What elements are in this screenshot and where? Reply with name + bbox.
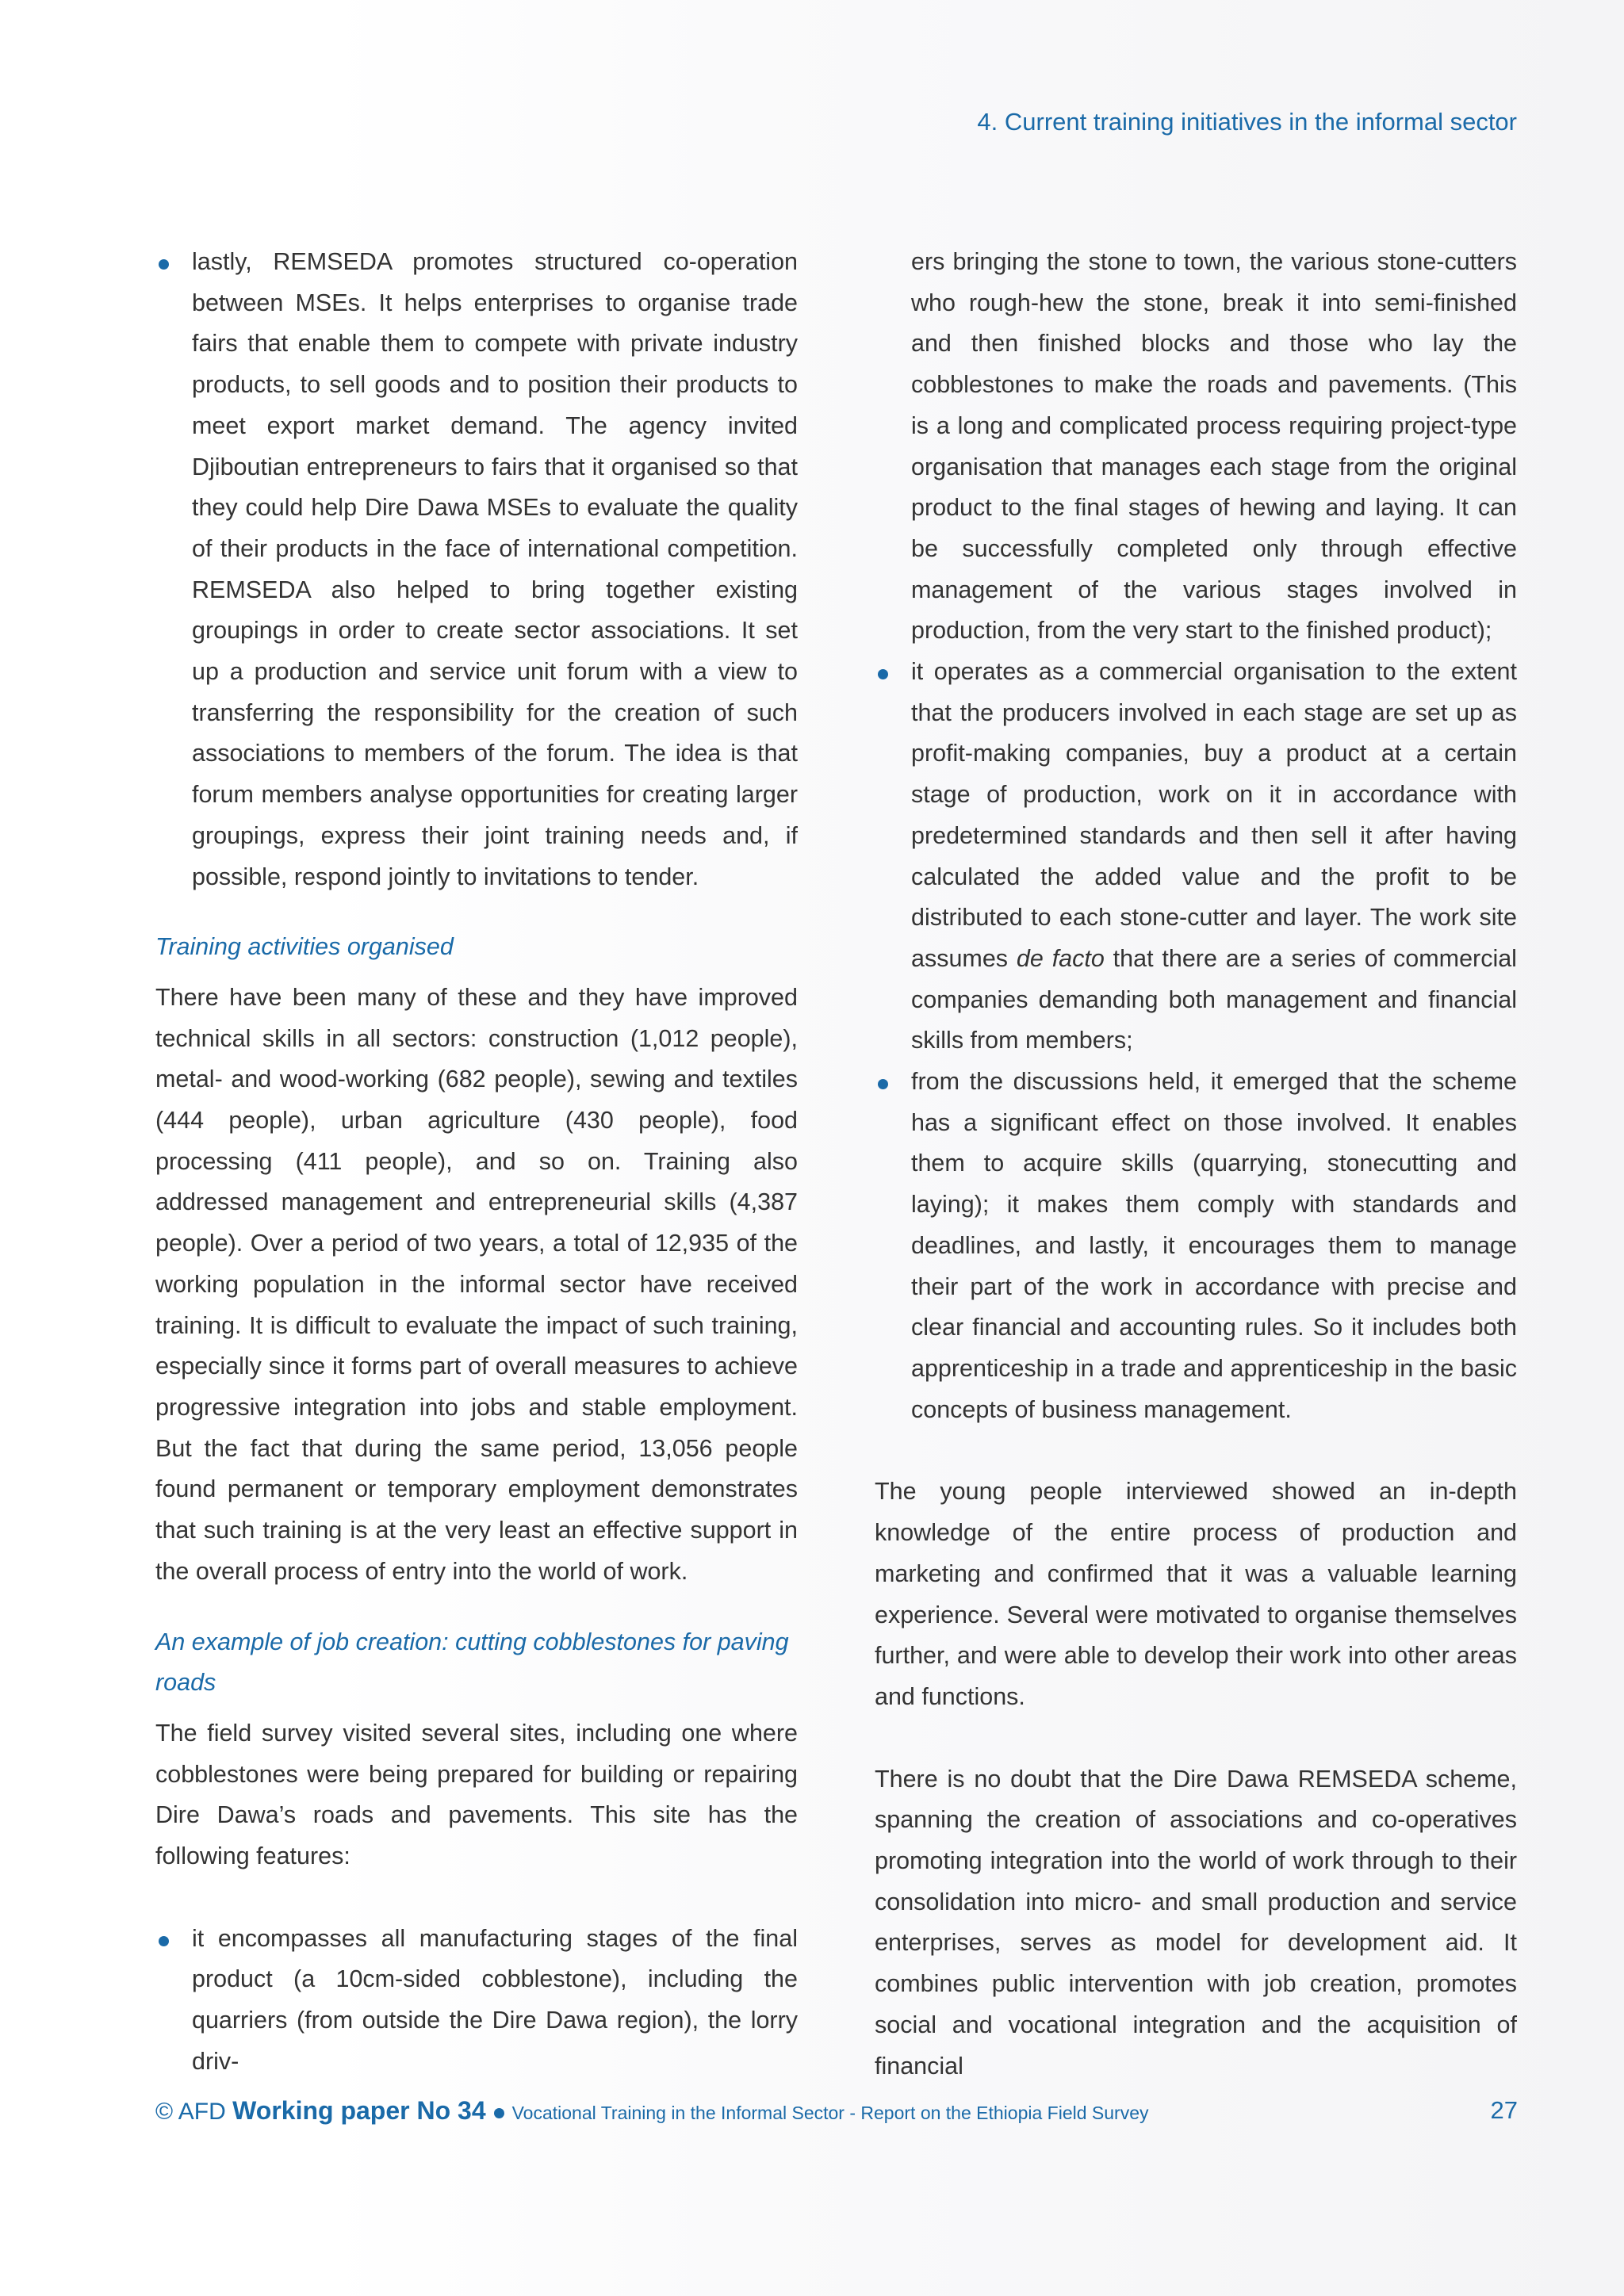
italic-de-facto: de facto [1016, 944, 1105, 972]
bullet-item-commercial [875, 652, 1517, 1062]
bullet-text-commercial [911, 652, 1517, 1062]
bullet-text-remseda: lastly, REMSEDA promotes structured co-operation between MSEs. It helps enterprises to organise trade fairs that enable them to compete with private industry products, to sell goods and to position their products to meet export market demand. The agency invited Djiboutian entrepreneurs to fairs that it organised so that they could help Dire Dawa MSEs to evaluate the quality of their products in the face of international competition. REMSEDA also helped to bring together existing groupings in order to create sector associations. It set up a production and service unit forum with a view to transferring the responsibility for the creation of such associations to members of the forum. The idea is that forum members analyse opportunities for creating larger groupings, express their joint training needs and, if possible, respond jointly to invitations to tender. [192, 248, 798, 890]
footer-series-title: Working paper No 34 [232, 2096, 486, 2125]
footer-report-subtitle: Vocational Training in the Informal Sector - Report on the Ethiopia Field Survey [511, 2103, 1149, 2123]
bullet-item-discussions [875, 1062, 1517, 1430]
page-number: 27 [1490, 2096, 1518, 2124]
right-column [875, 242, 1517, 2087]
bullet-item-remseda [155, 242, 798, 897]
bullet-text-commercial-part-2: that there are a series of commercial companies demanding both management and financial skills from members; [911, 944, 1517, 1054]
paragraph-field-survey: The field survey visited several sites, including one where cobblestones were being prepared for building or repairing Dire Dawa’s roads and pavements. This site has the following features: [155, 1719, 798, 1870]
running-header: 4. Current training initiatives in the informal sector [977, 108, 1517, 136]
bullet-icon [159, 259, 169, 270]
heading-job-creation-example: An example of job creation: cutting cobblestones for paving roads [155, 1628, 789, 1697]
paragraph-no-doubt: There is no doubt that the Dire Dawa REMSEDA scheme, spanning the creation of associations and co-operatives promoting integration into the world of work through to their consolidation into micro- and small production and service enterprises, serves as model for development aid. It combines public intervention with job creation, promotes social and vocational integration and the acquisition of financial [875, 1765, 1517, 2080]
footer-copyright: © AFD [155, 2099, 226, 2125]
bullet-item-stages [155, 1919, 798, 2083]
footer-citation [155, 2096, 1149, 2126]
paragraph-young-people: The young people interviewed showed an in-depth knowledge of the entire process of production and marketing and confirmed that it was a valuable learning experience. Several were motivated to organise themselves further, and were able to develop their work into other areas and functions. [875, 1478, 1517, 1710]
bullet-text-commercial-part-1: it operates as a commercial organisation to the extent that the producers involved in each stage are set up as profit-making companies, buy a product at a certain stage of production, work on it in accordance with predetermined standards and then sell it after having calculated the added value and the profit to be distributed to each stone-cutter and layer. The work site assumes [911, 658, 1517, 972]
footer-bullet-icon [494, 2108, 504, 2118]
heading-training-activities: Training activities organised [155, 933, 454, 961]
paragraph-training: There have been many of these and they have improved technical skills in all sectors: construction (1,012 people), metal- and wood-working (682 people), sewing and textiles (444 people), urban agriculture (430 people), food processing (411 people), and so on. Training also addressed management and entrepreneurial skills (4,387 people). Over a period of two years, a total of 12,935 of the working population in the informal sector have received training. It is difficult to evaluate the impact of such training, especially since it forms part of overall measures to achieve progressive integration into jobs and stable employment. But the fact that during the same period, 13,056 people found permanent or temporary employment demonstrates that such training is at the very least an effective support in the overall process of entry into the world of work. [155, 983, 798, 1585]
left-column [155, 242, 798, 2083]
bullet-text-stages-start: it encompasses all manufacturing stages of the final product (a 10cm-sided cobblestone), including the quarriers (from outside the Dire Dawa region), the lorry driv- [192, 1924, 798, 2075]
bullet-icon [878, 669, 888, 679]
bullet-icon [159, 1936, 169, 1946]
bullet-icon [878, 1079, 888, 1089]
footer [155, 2096, 1518, 2131]
bullet-text-stages-continued: ers bringing the stone to town, the various stone-cutters who rough-hew the stone, break it into semi-finished and then finished blocks and those who lay the cobblestones to make the roads and pavements. (This is a long and complicated process requiring project-type organisation that manages each stage from the original product to the final stages of hewing and laying. It can be successfully completed only through effective management of the various stages involved in production, from the very start to the finished product); [911, 248, 1517, 645]
bullet-text-discussions: from the discussions held, it emerged that the scheme has a significant effect on those involved. It enables them to acquire skills (quarrying, stonecutting and laying); it makes them comply with standards and deadlines, and lastly, it encourages them to manage their part of the work in accordance with precise and clear financial and accounting rules. So it includes both apprenticeship in a trade and apprenticeship in the basic concepts of business management. [911, 1068, 1517, 1423]
bullet-item-stages-continued [875, 242, 1517, 652]
